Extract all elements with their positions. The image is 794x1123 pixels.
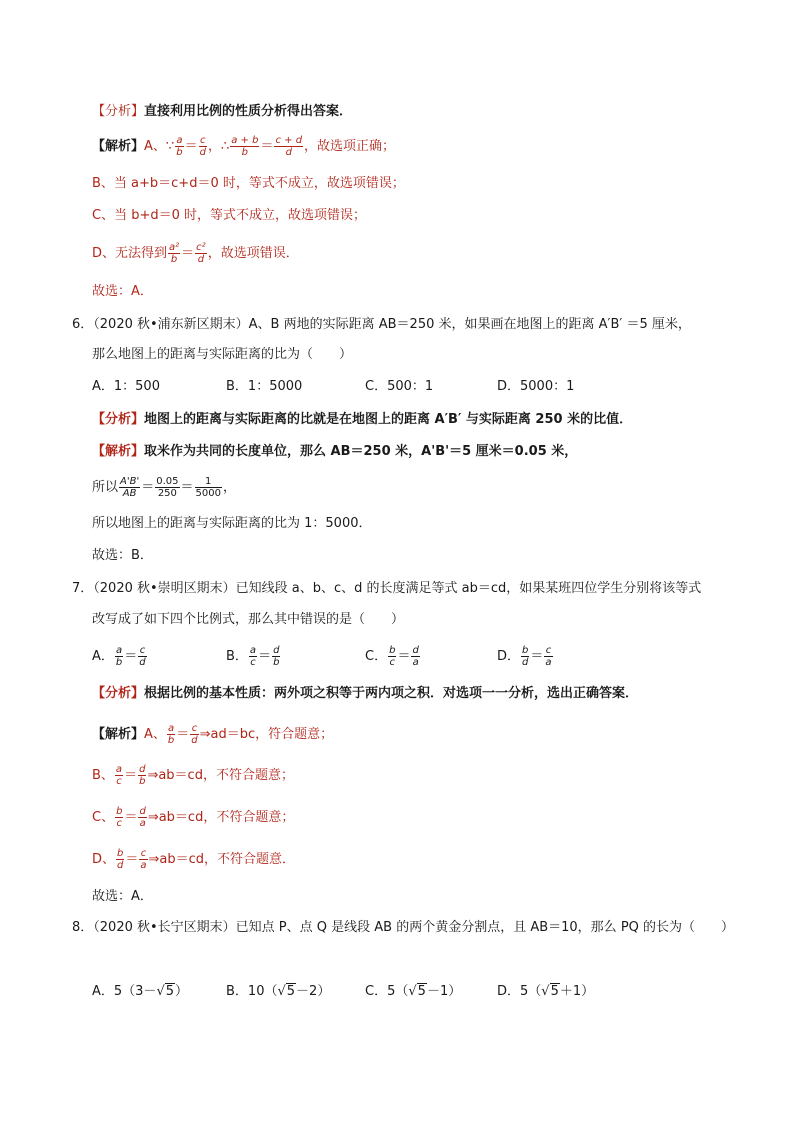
solution-text: 所以 [92, 480, 119, 495]
q8-option-b: B．10（√5－2） [226, 984, 331, 999]
q8-stem: 8．（2020 秋•长宁区期末）已知点 P、点 Q 是线段 AB 的两个黄金分割点，且 AB＝10，那么 PQ 的长为（ ） [72, 920, 735, 935]
q6-option-d: D．5000：1 [497, 379, 575, 394]
q7-solution-c: C、 $\frac{b}{c}$ ＝ $\frac{d}{a}$ ⇒ab＝cd，不符合题意； [92, 806, 295, 829]
fraction: $\frac{a + b}{b}$ [231, 135, 259, 158]
q6-solution-3: 所以地图上的距离与实际距离的比为 1：5000． [92, 516, 372, 531]
q7-option-b: B． $\frac{a}{c}$ ＝ $\frac{d}{b}$ [226, 645, 280, 668]
analysis-tag: 【分析】 [92, 686, 145, 701]
fraction: $\frac{c}{d}$ [199, 135, 206, 158]
q6-option-a: A．1：500 [92, 379, 160, 394]
q7-option-a: A． $\frac{a}{b}$ ＝ $\frac{c}{d}$ [92, 645, 146, 668]
q7-analysis [92, 684, 638, 704]
solution-text: 取米作为共同的长度单位，那么 AB＝250 米，A'B'＝5 厘米＝0.05 米， [144, 444, 578, 459]
equals-sign: ＝ [184, 139, 198, 154]
solution-text: ，故选项正确； [304, 139, 396, 154]
q7-solution-b: B、 $\frac{a}{c}$ ＝ $\frac{d}{b}$ ⇒ab＝cd，不符合题意； [92, 764, 294, 787]
solution-tag: 【解析】 [92, 727, 145, 742]
q6-option-c: C．500：1 [365, 379, 434, 394]
q7-stem-line2: 改写成了如下四个比例式，那么其中错误的是（ ） [92, 612, 405, 627]
solution-text: ， [222, 480, 236, 495]
fraction: $\frac{a}{b}$ [176, 135, 183, 158]
q5-solution-b: B、当 a+b＝c+d＝0 时，等式不成立，故选项错误； [92, 176, 405, 191]
fraction: $\frac{\text{c²}}{d}$ [196, 242, 206, 265]
option-label: A、 [144, 139, 166, 154]
solution-text: D、无法得到 [92, 246, 168, 261]
analysis-text: 直接利用比例的性质分析得出答案． [144, 104, 353, 119]
fraction: $\frac{c + d}{d}$ [275, 135, 303, 158]
solution-tag: 【解析】 [92, 444, 145, 459]
q5-answer: 故选：A． [92, 284, 153, 299]
q8-option-a: A．5（3－√5） [92, 984, 189, 999]
solution-text: ，故选项错误． [207, 246, 299, 261]
analysis-text: 地图上的距离与实际距离的比就是在地图上的距离 A′B′ 与实际距离 250 米的比值． [144, 412, 633, 427]
q6-option-b: B．1：5000 [226, 379, 303, 394]
equals-sign: ＝ [141, 480, 155, 495]
fraction: $\frac{A'B'}{AB}$ [120, 476, 140, 499]
q7-stem-line1: 7．（2020 秋•崇明区期末）已知线段 a、b、c、d 的长度满足等式 ab＝cd，如果某班四位学生分别将该等式 [72, 581, 702, 596]
analysis-tag: 【分析】 [92, 104, 145, 119]
q6-solution-1 [92, 442, 577, 462]
q7-option-d: D． $\frac{b}{d}$ ＝ $\frac{c}{a}$ [497, 645, 552, 668]
q5-solution-d [92, 242, 299, 265]
q7-answer: 故选：A． [92, 889, 153, 904]
q6-stem-line2: 那么地图上的距离与实际距离的比为（ ） [92, 347, 353, 362]
q7-option-c: C． $\frac{b}{c}$ ＝ $\frac{d}{a}$ [365, 645, 419, 668]
equals-sign: ＝ [180, 480, 194, 495]
q5-analysis [92, 102, 352, 122]
q6-solution-2 [92, 476, 236, 499]
solution-tag: 【解析】 [92, 139, 145, 154]
therefore-symbol: ，∴ [207, 139, 230, 154]
analysis-text: 根据比例的基本性质：两外项之积等于两内项之积．对选项一一分析，选出正确答案． [144, 686, 639, 701]
equals-sign: ＝ [181, 246, 195, 261]
analysis-tag: 【分析】 [92, 412, 145, 427]
q8-option-d: D．5（√5＋1） [497, 984, 595, 999]
since-symbol: ∵ [165, 139, 175, 154]
q5-solution-a [92, 135, 395, 158]
fraction: $\frac{0.05}{250}$ [156, 476, 179, 499]
fraction: $\frac{1}{5000}$ [195, 476, 221, 499]
q7-solution-d: D、 $\frac{b}{d}$ ＝ $\frac{c}{a}$ ⇒ab＝cd，不符合题意． [92, 848, 296, 871]
fraction: $\frac{\text{a²}}{b}$ [169, 242, 180, 265]
q7-solution-a: 【解析】A、 $\frac{a}{b}$ ＝ $\frac{c}{d}$ ⇒ad＝bc，符合题意； [92, 723, 334, 746]
q6-stem-line1: 6．（2020 秋•浦东新区期末）A、B 两地的实际距离 AB＝250 米，如果画在地图上的距离 A′B′ ＝5 厘米， [72, 317, 691, 332]
q5-solution-c: C、当 b+d＝0 时，等式不成立，故选项错误； [92, 208, 367, 223]
equals-sign: ＝ [260, 139, 274, 154]
q6-analysis [92, 410, 632, 430]
q8-option-c: C．5（√5－1） [365, 984, 462, 999]
q6-answer: 故选：B． [92, 548, 153, 563]
